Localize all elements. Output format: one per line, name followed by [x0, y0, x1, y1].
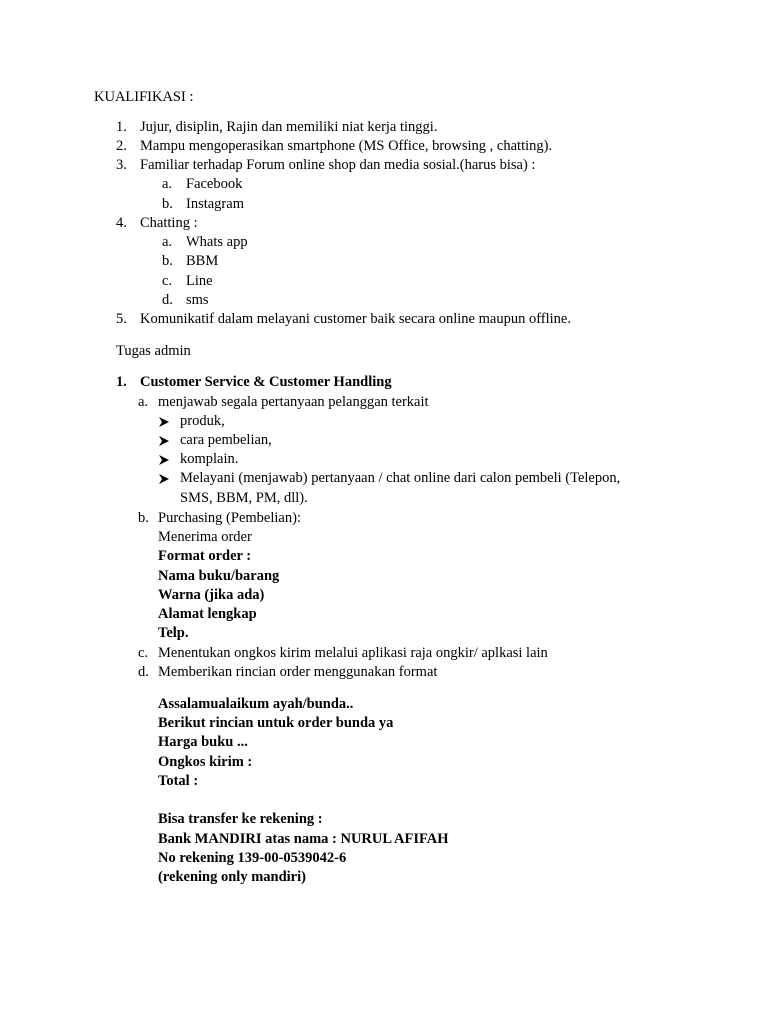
qualification-item: Mampu mengoperasikan smartphone (MS Office, browsing , chatting). — [140, 138, 553, 154]
bullet-item: komplain. — [180, 451, 239, 467]
sub-item: Purchasing (Pembelian): — [158, 510, 301, 526]
sub-item-letter: c. — [138, 645, 149, 661]
purchasing-line: Alamat lengkap — [158, 606, 257, 622]
tugas-title: Tugas admin — [116, 343, 191, 359]
qualification-number: 4. — [116, 215, 127, 231]
bullet-item: Melayani (menjawab) pertanyaan / chat online dari calon pembeli (Telepon, — [180, 470, 621, 486]
sub-item: Memberikan rincian order menggunakan format — [158, 664, 438, 680]
page-heading: KUALIFIKASI : — [94, 89, 194, 105]
arrow-bullet-icon — [158, 435, 170, 447]
sub-item: BBM — [186, 253, 219, 269]
format-line: Assalamualaikum ayah/bunda.. — [158, 696, 354, 712]
sub-item-letter: d. — [138, 664, 149, 680]
qualification-number: 1. — [116, 119, 127, 135]
arrow-bullet-icon — [158, 473, 170, 485]
sub-item: Menentukan ongkos kirim melalui aplikasi raja ongkir/ aplkasi lain — [158, 645, 548, 661]
sub-item-letter: a. — [138, 394, 149, 410]
qualification-item: Jujur, disiplin, Rajin dan memiliki niat kerja tinggi. — [140, 119, 438, 135]
arrow-bullet-icon — [158, 416, 170, 428]
format-line: No rekening 139-00-0539042-6 — [158, 850, 347, 866]
bullet-item-continuation: SMS, BBM, PM, dll). — [180, 490, 308, 506]
sub-item-letter: b. — [162, 196, 173, 212]
sub-item-letter: d. — [162, 292, 173, 308]
purchasing-line: Warna (jika ada) — [158, 587, 265, 603]
sub-item-letter: c. — [162, 273, 173, 289]
format-line: Bank MANDIRI atas nama : NURUL AFIFAH — [158, 831, 449, 847]
format-line: Ongkos kirim : — [158, 754, 253, 770]
qualification-item: Chatting : — [140, 215, 198, 231]
format-line: (rekening only mandiri) — [158, 869, 306, 885]
purchasing-line: Format order : — [158, 548, 252, 564]
purchasing-line: Telp. — [158, 625, 189, 641]
bullet-item: cara pembelian, — [180, 432, 272, 448]
section-number: 1. — [116, 374, 127, 390]
qualification-item: Komunikatif dalam melayani customer baik secara online maupun offline. — [140, 311, 571, 327]
section-title: Customer Service & Customer Handling — [140, 374, 392, 390]
sub-item-letter: a. — [162, 234, 173, 250]
sub-item: Line — [186, 273, 213, 289]
bullet-item: produk, — [180, 413, 225, 429]
sub-item: menjawab segala pertanyaan pelanggan terkait — [158, 394, 429, 410]
format-line: Bisa transfer ke rekening : — [158, 811, 323, 827]
format-line: Total : — [158, 773, 199, 789]
format-line: Harga buku ... — [158, 734, 248, 750]
format-line: Berikut rincian untuk order bunda ya — [158, 715, 394, 731]
purchasing-line: Menerima order — [158, 529, 252, 545]
qualification-number: 5. — [116, 311, 127, 327]
sub-item-letter: b. — [138, 510, 149, 526]
sub-item: sms — [186, 292, 209, 308]
sub-item: Whats app — [186, 234, 248, 250]
arrow-bullet-icon — [158, 454, 170, 466]
sub-item: Instagram — [186, 196, 244, 212]
sub-item-letter: a. — [162, 176, 173, 192]
qualification-number: 3. — [116, 157, 127, 173]
qualification-item: Familiar terhadap Forum online shop dan media sosial.(harus bisa) : — [140, 157, 536, 173]
purchasing-line: Nama buku/barang — [158, 568, 280, 584]
sub-item-letter: b. — [162, 253, 173, 269]
sub-item: Facebook — [186, 176, 243, 192]
qualification-number: 2. — [116, 138, 127, 154]
